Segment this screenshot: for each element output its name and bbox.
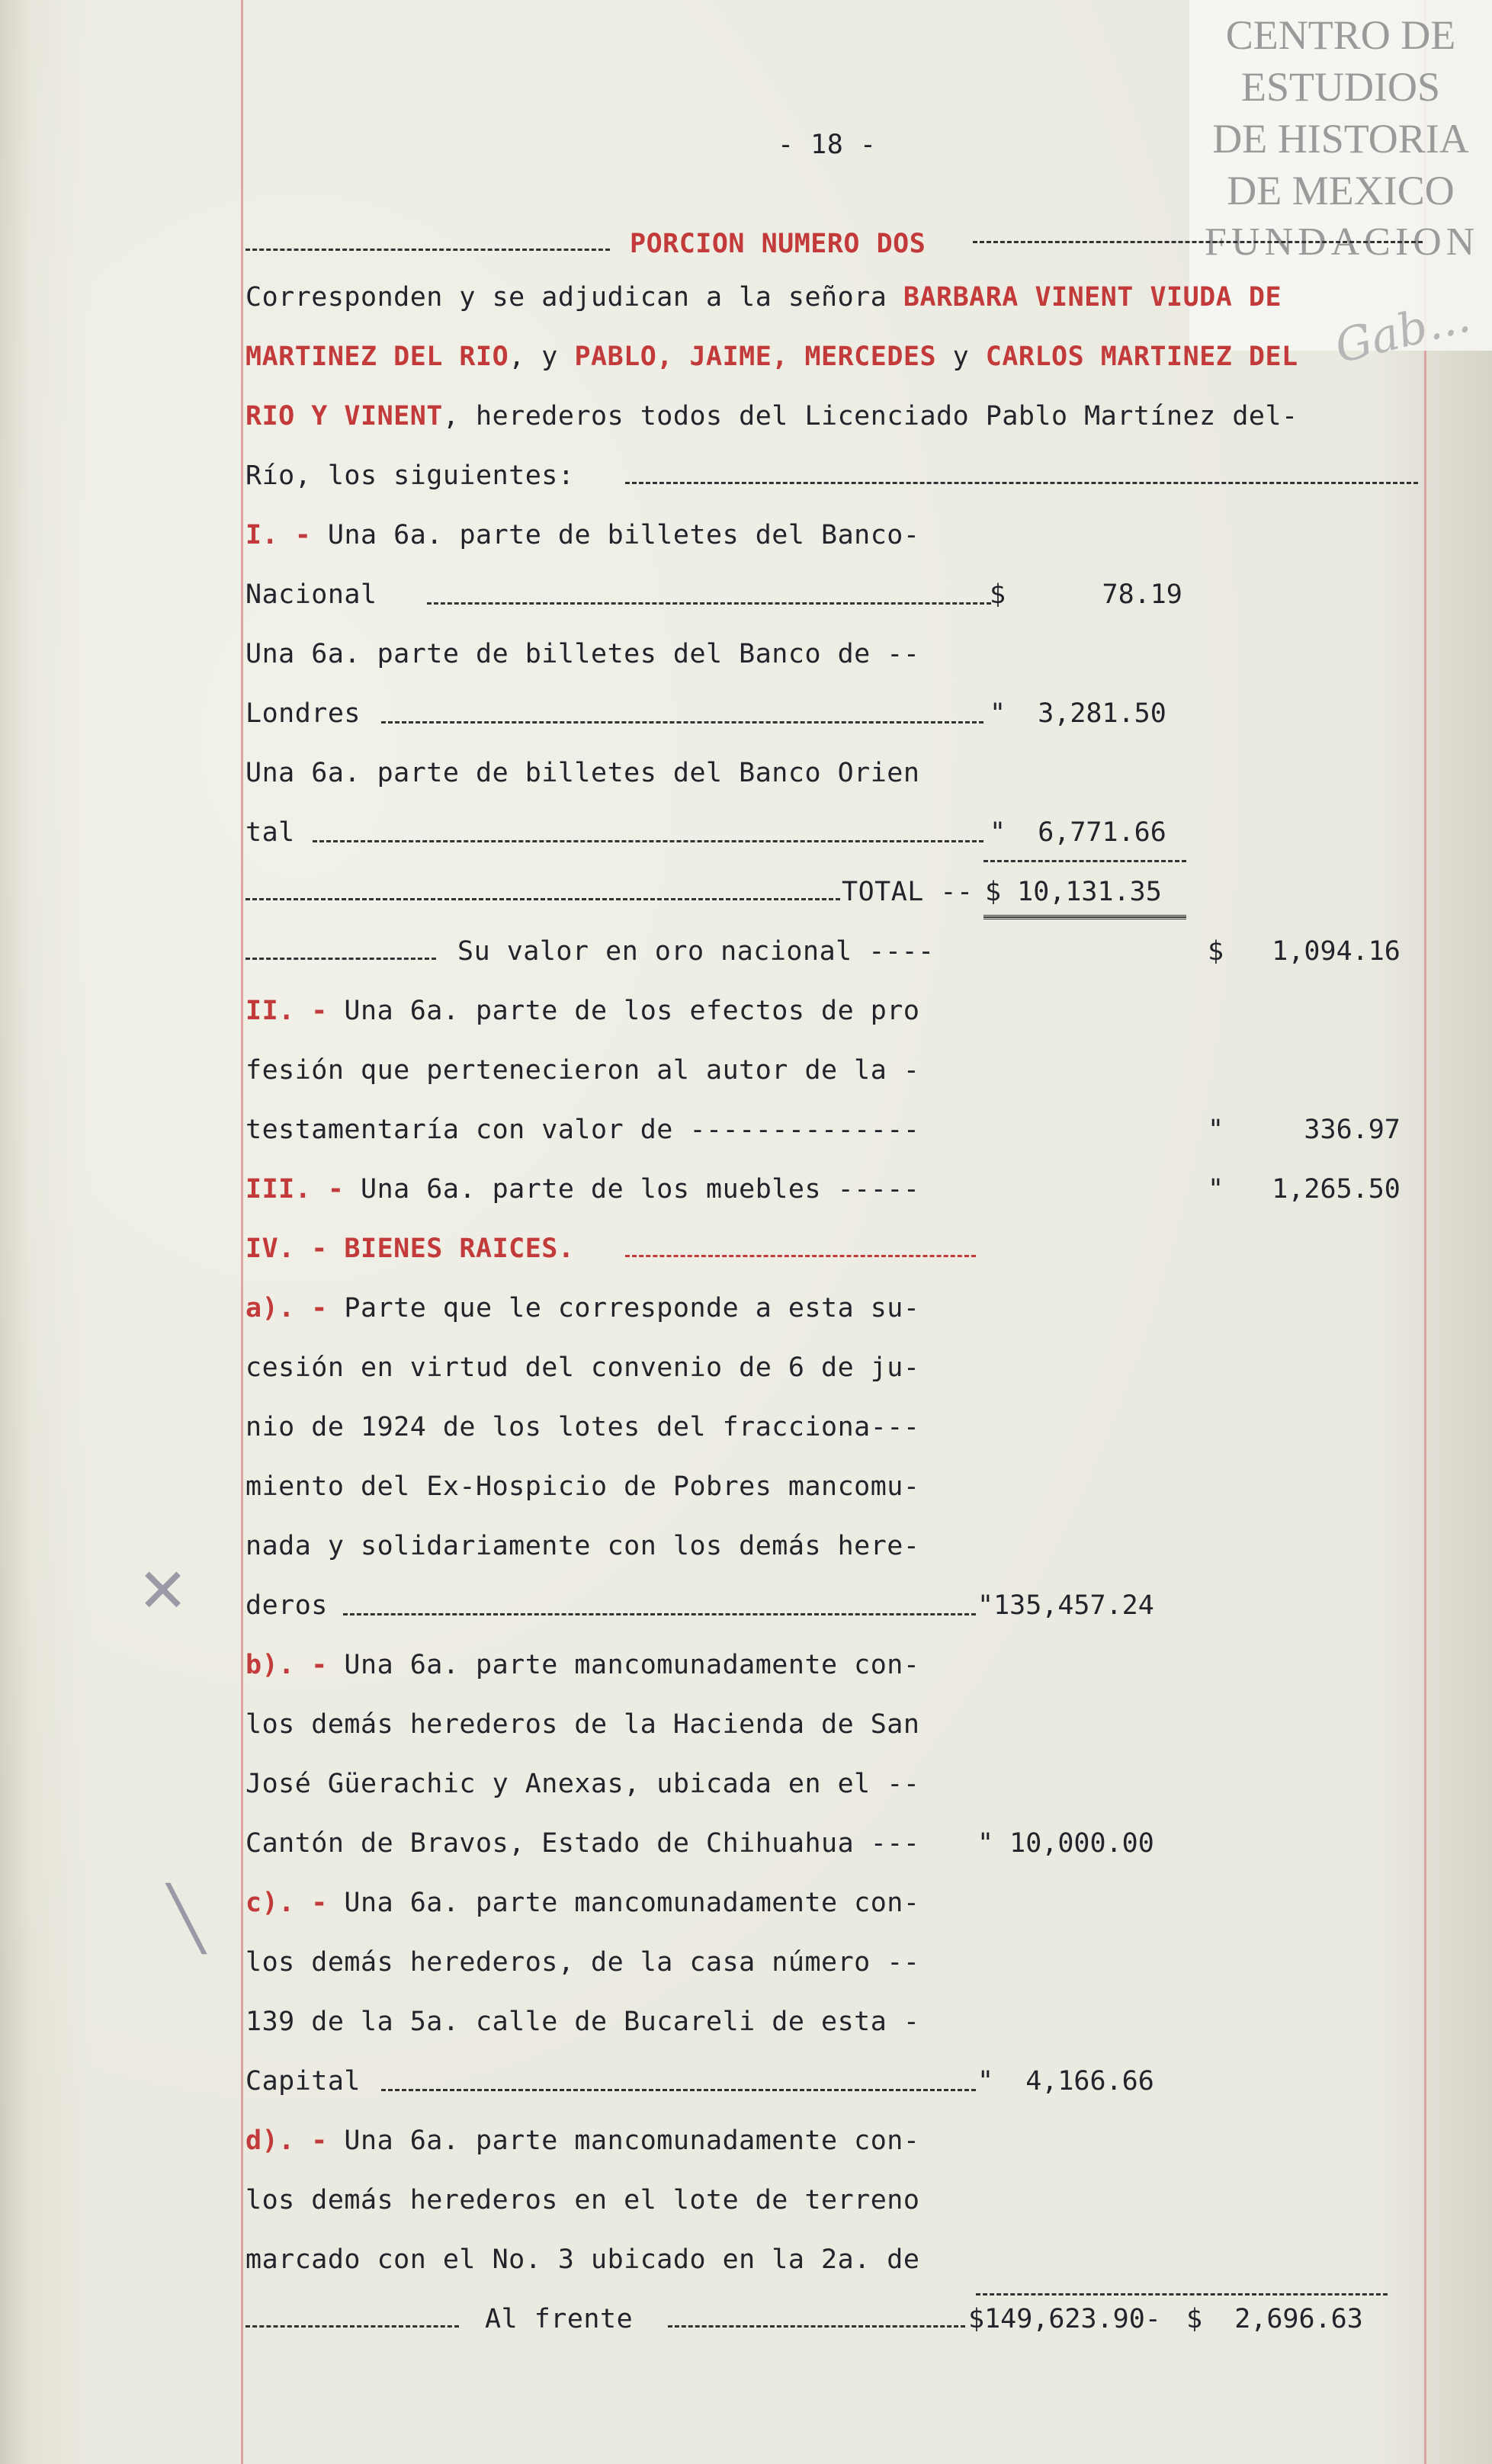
dash-rule <box>313 840 983 842</box>
item-line: c). - Una 6a. parte mancomunadamente con- <box>245 1888 920 1918</box>
pencil-x-mark: ✕ <box>137 1555 189 1626</box>
item-line: los demás herederos de la Hacienda de San <box>245 1709 920 1740</box>
item-line: cesión en virtud del convenio de 6 de ju- <box>245 1352 920 1383</box>
dash-rule <box>983 860 1186 862</box>
dash-rule <box>625 482 1418 484</box>
double-rule <box>983 915 1186 919</box>
item-line: 139 de la 5a. calle de Bucareli de esta - <box>245 2007 920 2037</box>
item-line: Capital <box>245 2066 361 2097</box>
dash-rule <box>381 2089 976 2091</box>
item-line: los demás herederos en el lote de terreno <box>245 2185 920 2215</box>
item-line: III. - Una 6a. parte de los muebles ----- <box>245 1174 920 1205</box>
dash-rule <box>245 898 840 900</box>
item-line: Nacional <box>245 579 377 610</box>
right-margin-line <box>1424 0 1426 2464</box>
amount: " 6,771.66 <box>990 817 1166 848</box>
pencil-slash-mark: ╲ <box>168 1883 205 1954</box>
item-line: I. - Una 6a. parte de billetes del Banco- <box>245 520 920 550</box>
dash-rule <box>381 721 983 723</box>
intro-line: Corresponden y se adjudican a la señora BARBARA VINENT VIUDA DE <box>245 282 1282 313</box>
item-line: Londres <box>245 698 361 729</box>
dash-rule <box>668 2325 965 2328</box>
item-line: d). - Una 6a. parte mancomunadamente con- <box>245 2126 920 2156</box>
item-line: tal <box>245 817 295 848</box>
carry-forward-label: Al frente <box>485 2304 634 2334</box>
amount: " 336.97 <box>1208 1115 1401 1145</box>
item-line: José Güerachic y Anexas, ubicada en el -- <box>245 1769 920 1799</box>
item-line: testamentaría con valor de -------------- <box>245 1115 920 1145</box>
total-amount: $ 10,131.35 <box>985 877 1162 907</box>
amount: " 4,166.66 <box>977 2066 1154 2097</box>
amount: $ 78.19 <box>990 579 1182 610</box>
amount: "135,457.24 <box>977 1590 1154 1621</box>
item-line: marcado con el No. 3 ubicado en la 2a. de <box>245 2244 920 2275</box>
intro-line: MARTINEZ DEL RIO, y PABLO, JAIME, MERCEDES y CARLOS MARTINEZ DEL <box>245 342 1298 372</box>
stamp-line: CENTRO DE <box>1225 12 1456 58</box>
section-heading: PORCION NUMERO DOS <box>630 229 926 259</box>
item-line: nada y solidariamente con los demás here- <box>245 1531 920 1561</box>
dash-rule <box>245 2325 459 2328</box>
amount: " 10,000.00 <box>977 1828 1154 1859</box>
item-line: deros <box>245 1590 328 1621</box>
item-line: los demás herederos, de la casa número -- <box>245 1947 920 1978</box>
stamp-line: ESTUDIOS <box>1240 64 1440 110</box>
intro-line: Río, los siguientes: <box>245 460 575 491</box>
dash-rule <box>625 1255 976 1257</box>
stamp-line: DE MEXICO <box>1227 168 1455 213</box>
item-line: nio de 1924 de los lotes del fracciona--- <box>245 1412 920 1442</box>
dash-rule <box>343 1613 976 1615</box>
item-line: Una 6a. parte de billetes del Banco Orien <box>245 758 920 788</box>
page-number: - 18 - <box>778 130 877 160</box>
amount: " 1,265.50 <box>1208 1174 1401 1205</box>
stamp-line: FUNDACION <box>1205 220 1480 264</box>
carry-forward-amount: $ 2,696.63 <box>1186 2304 1363 2334</box>
dash-rule <box>245 958 436 960</box>
amount: " 3,281.50 <box>990 698 1166 729</box>
item-line: Cantón de Bravos, Estado de Chihuahua --- <box>245 1828 920 1859</box>
item-line: II. - Una 6a. parte de los efectos de pro <box>245 996 920 1026</box>
total-label: TOTAL -- <box>842 877 974 907</box>
carry-forward-amount: $149,623.90- <box>968 2304 1161 2334</box>
dash-rule <box>973 241 1423 243</box>
amount: $ 1,094.16 <box>1208 936 1401 967</box>
intro-line: RIO Y VINENT, herederos todos del Licenciado Pablo Martínez del- <box>245 401 1298 432</box>
dash-rule <box>245 249 610 251</box>
stamp-line: DE HISTORIA <box>1212 116 1469 162</box>
item-line: a). - Parte que le corresponde a esta su- <box>245 1293 920 1323</box>
item-line: b). - Una 6a. parte mancomunadamente con- <box>245 1650 920 1680</box>
item-line: miento del Ex-Hospicio de Pobres mancomu- <box>245 1471 920 1502</box>
item-line: fesión que pertenecieron al autor de la - <box>245 1055 920 1086</box>
dash-rule <box>427 602 991 605</box>
item-line: Una 6a. parte de billetes del Banco de -- <box>245 639 920 669</box>
oro-label: Su valor en oro nacional ---- <box>457 936 935 967</box>
dash-rule <box>976 2293 1388 2296</box>
section-title: IV. - BIENES RAICES. <box>245 1234 575 1264</box>
signature-mark: Gab... <box>1330 289 1476 374</box>
left-margin-line <box>241 0 243 2464</box>
